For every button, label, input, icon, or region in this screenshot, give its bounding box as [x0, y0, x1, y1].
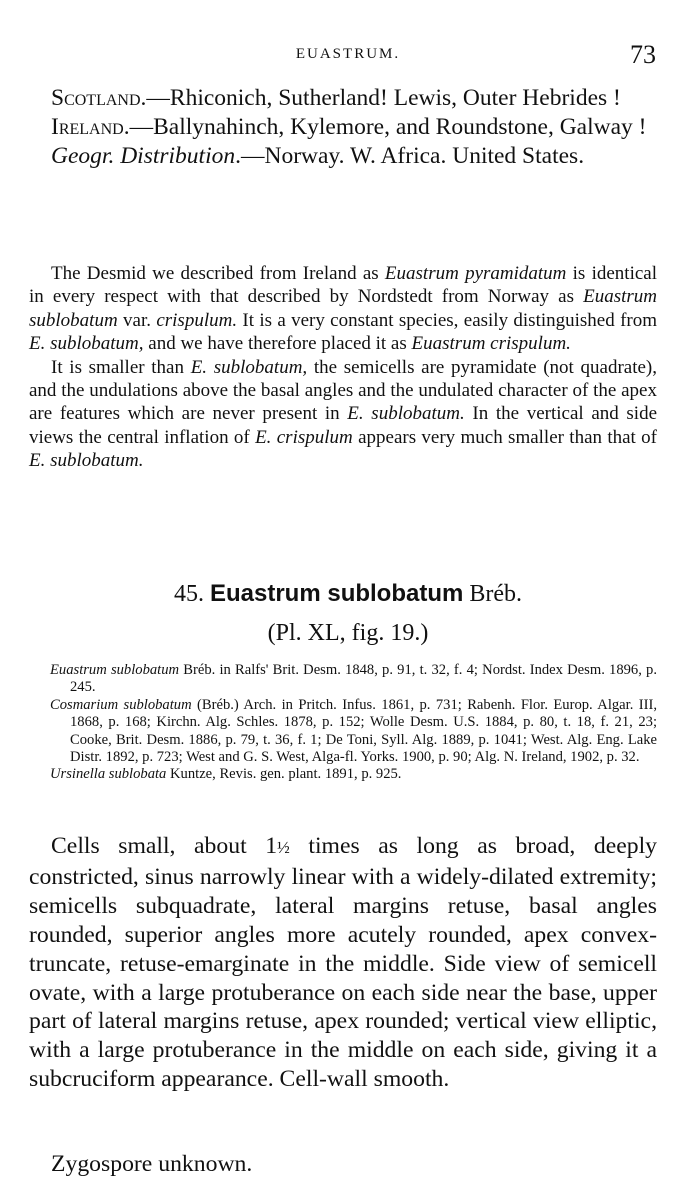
- region-label: Geogr. Distribution: [51, 143, 236, 169]
- species-description: Cells small, about 1½ times as long as broad, deeply constricted, sinus narrowly linear with a widely-dilated extremity; semicells subquadrate, lateral margins retuse, basal angles rounded, superior angles more acutely rounded, apex convex-truncate, retuse-emarginate in the middle. Side view of semicell ovate, with a large protuberance on each side near the base, upper part of lateral margins retuse, apex rounded; vertical view elliptic, with a large protuberance in the middle on each side, giving it a subcruciform appearance. Cell-wall smooth.: [29, 833, 658, 1093]
- distribution-geographic: Geogr. Distribution.—Norway. W. Africa. United States.: [51, 143, 585, 169]
- zygospore-note: Zygospore unknown.: [51, 1151, 253, 1177]
- synonym-name: Euastrum sublobatum: [50, 662, 180, 678]
- distribution-section: [29, 84, 657, 171]
- remarks-paragraph-2: It is smaller than E. sublobatum, the semicells are pyramidate (not quadrate), and the undulations above the basal angles and the undulated character of the apex are features which are never present in E. sublobatum. In the vertical and side views the central inflation of E. crispulum appears very much smaller than that of E. sublobatum.: [29, 356, 657, 472]
- synonym-entry: Euastrum sublobatum Bréb. in Ralfs' Brit. Desm. 1848, p. 91, t. 32, f. 4; Nordst. Index Desm. 1896, p. 245.: [50, 662, 657, 696]
- localities: Norway. W. Africa. United States.: [264, 143, 585, 169]
- species-name: Euastrum sublobatum: [209, 580, 464, 607]
- running-title: EUASTRUM.: [295, 46, 401, 62]
- localities: Ballynahinch, Kylemore, and Roundstone, Galway !: [153, 114, 647, 140]
- distribution-scotland: Scotland.—Rhiconich, Sutherland! Lewis, Outer Hebrides !: [51, 85, 621, 111]
- remarks-paragraph-1: The Desmid we described from Ireland as Euastrum pyramidatum is identical in every respect with that described by Nordstedt from Norway as Euastrum sublobatum var. crispulum. It is a very constant species, easily distinguished from E. sublobatum, and we have therefore placed it as Euastrum crispulum.: [29, 263, 657, 355]
- species-heading: [0, 580, 696, 608]
- distribution-ireland: Ireland.—Ballynahinch, Kylemore, and Roundstone, Galway !: [51, 114, 647, 140]
- synonym-entry: Ursinella sublobata Kuntze, Revis. gen. plant. 1891, p. 925.: [50, 766, 402, 783]
- species-number: 45.: [173, 581, 204, 607]
- synonym-entry: Cosmarium sublobatum (Bréb.) Arch. in Pritch. Infus. 1861, p. 731; Rabenh. Flor. Europ. Algar. III, 1868, p. 168; Kirchn. Alg. Schles. 1878, p. 152; Wolle Desm. U.S. 1884, p. 80, t. 18, f. 21, 23; Cooke, Brit. Desm. 1886, p. 79, t. 36, f. 1; De Toni, Syll. Alg. 1889, p. 1041; West. Alg. Eng. Lake Distr. 1892, p. 723; West and G. S. West, Alga-fl. Yorks. 1900, p. 90; Alg. N. Ireland, 1902, p. 32.: [50, 696, 657, 766]
- page-header: [0, 40, 696, 76]
- localities: Rhiconich, Sutherland! Lewis, Outer Hebrides !: [169, 85, 621, 111]
- synonymy-list: [50, 662, 657, 784]
- region-label: Ireland: [51, 114, 124, 140]
- page-number: 73: [630, 40, 656, 69]
- region-label: Scotland: [51, 85, 141, 111]
- synonym-name: Ursinella sublobata: [50, 766, 167, 783]
- remarks-section: [29, 262, 657, 473]
- species-author: Bréb.: [469, 581, 522, 607]
- plate-reference: (Pl. XL, fig. 19.): [267, 620, 429, 646]
- synonym-name: Cosmarium sublobatum: [50, 696, 192, 713]
